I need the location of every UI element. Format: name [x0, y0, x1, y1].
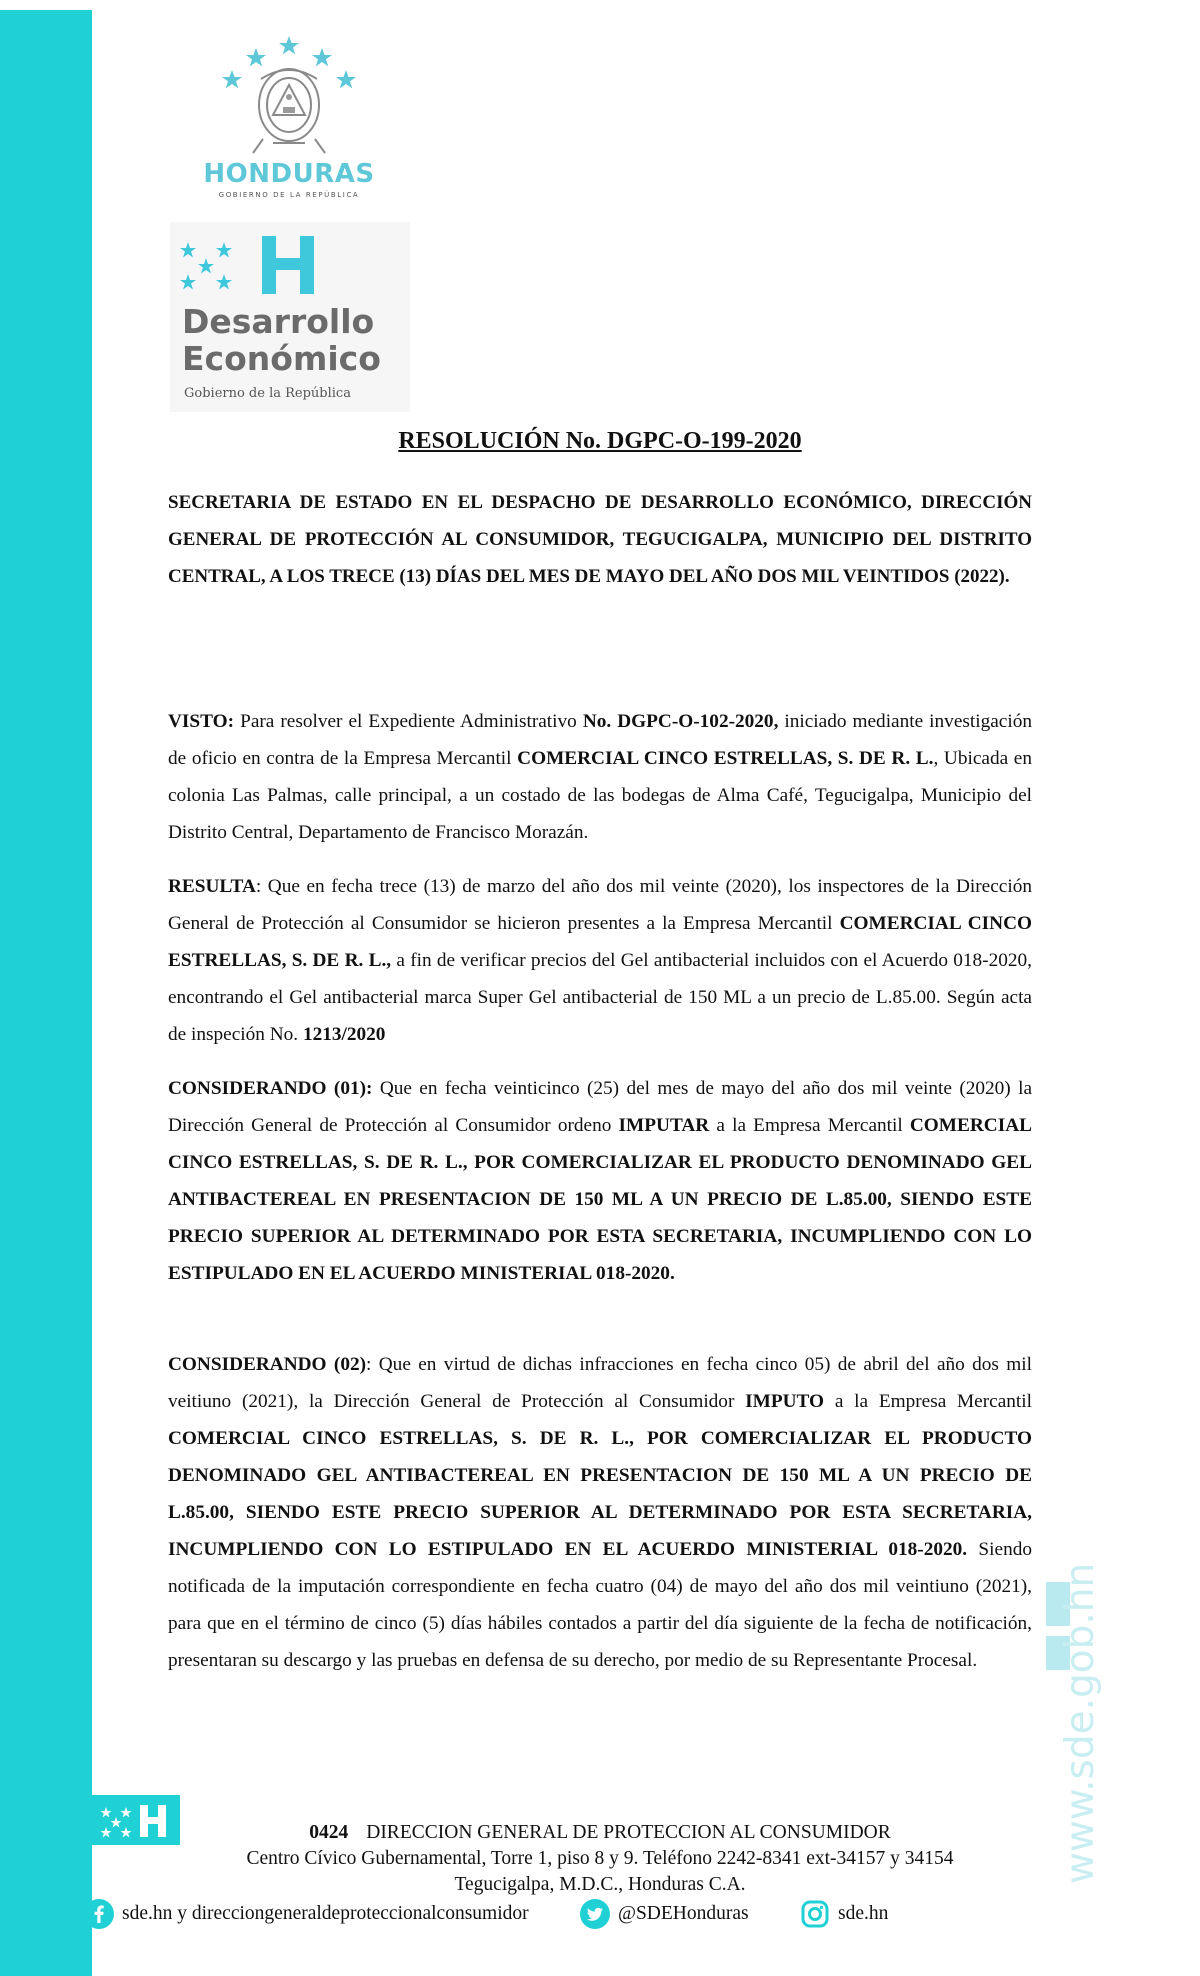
visto-paragraph — [168, 703, 1032, 851]
considerando-01-paragraph — [168, 1070, 1032, 1292]
de-subtitle: Gobierno de la República — [184, 386, 351, 401]
resulta-paragraph — [168, 868, 1032, 1053]
twitter-link[interactable] — [580, 1896, 749, 1932]
footer-line-1 — [130, 1822, 1070, 1844]
honduras-wordmark: HONDURAS — [203, 159, 375, 189]
footer-address: Centro Cívico Gubernamental, Torre 1, piso 8 y 9. Teléfono 2242-8341 ext-34157 y 34154 — [246, 1848, 954, 1869]
footer-code: 0424 — [309, 1822, 349, 1843]
considerando-02-charge: COMERCIAL CINCO ESTRELLAS, S. DE R. L., POR COMERCIALIZAR EL PRODUCTO DENOMINADO GEL ANTIBACTEREAL EN PRESENTACION DE 150 ML A UN PRECIO DE L.85.00, SIENDO ESTE PRECIO SUPERIOR AL DETERMINADO POR ESTA SECRETARIA, INCUMPLIENDO CON LO ESTIPULADO EN EL ACUERDO MINISTERIAL 018-2020. — [168, 1428, 1032, 1560]
considerando-01-text-2: a la Empresa Mercantil — [709, 1115, 910, 1136]
considerando-02-imputo: IMPUTO — [745, 1391, 825, 1412]
visto-company: COMERCIAL CINCO ESTRELLAS, S. DE R. L. — [517, 748, 934, 769]
vertical-website-url: www.sde.gob.hn — [1058, 1562, 1103, 1884]
considerando-01-charge: COMERCIAL CINCO ESTRELLAS, S. DE R. L., POR COMERCIALIZAR EL PRODUCTO DENOMINADO GEL ANTIBACTEREAL EN PRESENTACION DE 150 ML A UN PRECIO DE L.85.00, SIENDO ESTE PRECIO SUPERIOR AL DETERMINADO POR ESTA SECRETARIA, INCUMPLIENDO CON LO ESTIPULADO EN EL ACUERDO MINISTERIAL 018-2020. — [168, 1115, 1032, 1284]
visto-text-1: Para resolver el Expediente Administrativo — [234, 711, 583, 732]
visto-expediente: No. DGPC-O-102-2020, — [582, 711, 779, 732]
honduras-logo — [196, 34, 382, 199]
de-wordmark-line2: Económico — [182, 339, 381, 378]
considerando-02-text-3: Siendo notificada de la imputación correspondiente en fecha cuatro (04) de mayo del año dos mil veintiuno (2021), para que en el término de cinco (5) días hábiles contados a partir del día siguiente de la fecha de notificación, presentaran su descargo y las pruebas en defensa de su derecho, por medio de su Representante Procesal. — [168, 1539, 1032, 1671]
facebook-link[interactable] — [84, 1896, 529, 1932]
considerando-01-label: CONSIDERANDO (01): — [168, 1078, 373, 1099]
resulta-acta-number: 1213/2020 — [302, 1024, 386, 1045]
left-accent-bar — [0, 10, 92, 1976]
resulta-text-1: : Que en fecha trece (13) de marzo del año dos mil veinte (2020), los inspectores de la Dirección General de Protección al Consumidor se hicieron presentes a la Empresa Mercantil — [168, 876, 1032, 934]
considerando-01-imputar: IMPUTAR — [618, 1115, 710, 1136]
honduras-subtitle: GOBIERNO DE LA REPÚBLICA — [218, 191, 360, 199]
resulta-text-2: a fin de verificar precios del Gel antibacterial incluidos con el Acuerdo 018-2020, encontrando el Gel antibacterial marca Super Gel antibacterial de 150 ML a un precio de L.85.00. Según acta de inspeción No. — [168, 950, 1032, 1045]
resulta-label: RESULTA — [168, 876, 256, 897]
document-title: RESOLUCIÓN No. DGPC-O-199-2020 — [398, 428, 802, 454]
header-paragraph: SECRETARIA DE ESTADO EN EL DESPACHO DE DESARROLLO ECONÓMICO, DIRECCIÓN GENERAL DE PROTECCIÓN AL CONSUMIDOR, TEGUCIGALPA, MUNICIPIO DEL DISTRITO CENTRAL, A LOS TRECE (13) DÍAS DEL MES DE MAYO DEL AÑO DOS MIL VEINTIDOS (2022). — [168, 492, 1032, 587]
five-stars-icon — [180, 240, 254, 292]
footer-department: DIRECCION GENERAL DE PROTECCION AL CONSUMIDOR — [366, 1822, 891, 1843]
considerando-01-text-1: Que en fecha veinticinco (25) del mes de mayo del año dos mil veinte (2020) la Dirección General de Protección al Consumidor ordeno — [168, 1078, 1032, 1136]
considerando-02-paragraph — [168, 1346, 1032, 1679]
desarrollo-economico-logo — [170, 222, 410, 412]
de-wordmark-line1: Desarrollo — [182, 302, 375, 341]
resulta-company: COMERCIAL CINCO ESTRELLAS, S. DE R. L., — [168, 913, 1032, 971]
considerando-02-label: CONSIDERANDO (02) — [168, 1354, 367, 1375]
visto-text-3: , Ubicada en colonia Las Palmas, calle principal, a un costado de las bodegas de Alma Café, Tegucigalpa, Municipio del Distrito Central, Departamento de Francisco Morazán. — [168, 748, 1032, 843]
twitter-handle: @SDEHonduras — [618, 1903, 749, 1924]
twitter-icon — [580, 1899, 610, 1929]
instagram-icon — [800, 1899, 830, 1929]
facebook-icon — [84, 1899, 114, 1929]
considerando-02-text-1: : Que en virtud de dichas infracciones en fecha cinco 05) de abril del año dos mil veitiuno (2021), la Dirección General de Protección al Consumidor — [168, 1354, 1033, 1412]
considerando-02-text-2: a la Empresa Mercantil — [824, 1391, 1032, 1412]
h-letter-icon — [258, 236, 318, 294]
instagram-handle: sde.hn — [838, 1903, 889, 1924]
facebook-handle: sde.hn y direcciongeneraldeproteccionalconsumidor — [122, 1903, 529, 1924]
visto-label: VISTO: — [168, 711, 235, 732]
instagram-link[interactable] — [800, 1896, 888, 1932]
footer-city: Tegucigalpa, M.D.C., Honduras C.A. — [454, 1874, 746, 1895]
visto-text-2: iniciado mediante investigación de oficio en contra de la Empresa Mercantil — [168, 711, 1032, 769]
